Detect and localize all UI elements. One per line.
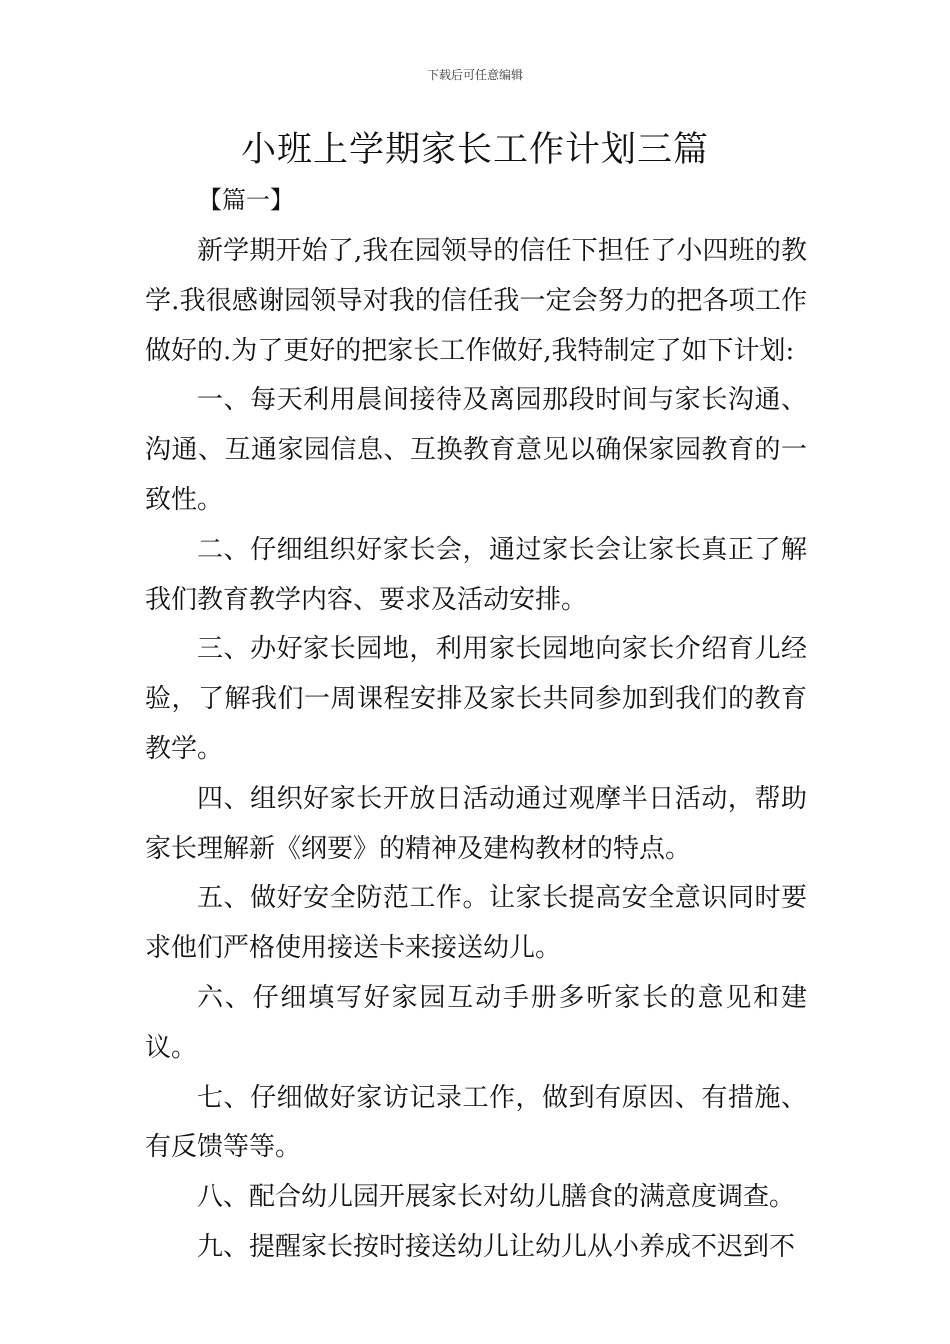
paragraph-item-7: 七、仔细做好家访记录工作，做到有原因、有措施、有反馈等等。 bbox=[145, 1082, 807, 1163]
section-label: 【篇一】 bbox=[198, 186, 294, 214]
paragraph-item-4: 四、组织好家长开放日活动通过观摩半日活动，帮助家长理解新《纲要》的精神及建构教材的特点。 bbox=[145, 783, 807, 864]
paragraph-item-3: 三、办好家长园地，利用家长园地向家长介绍育儿经验，了解我们一周课程安排及家长共同参加到我们的教育教学。 bbox=[145, 634, 807, 764]
paragraph-item-1: 一、每天利用晨间接待及离园那段时间与家长沟通、沟通、互通家园信息、互换教育意见以确保家园教育的一致性。 bbox=[145, 385, 807, 515]
paragraph-intro: 新学期开始了,我在园领导的信任下担任了小四班的教学.我很感谢园领导对我的信任我一定会努力的把各项工作做好的.为了更好的把家长工作做好,我特制定了如下计划: bbox=[145, 236, 807, 366]
paragraph-item-9: 九、提醒家长按时接送幼儿让幼儿从小养成不迟到不 bbox=[197, 1231, 796, 1262]
header-note: 下载后可任意编辑 bbox=[426, 68, 523, 82]
paragraph-item-5: 五、做好安全防范工作。让家长提高安全意识同时要求他们严格使用接送卡来接送幼儿。 bbox=[145, 883, 807, 964]
document-body bbox=[145, 227, 807, 1273]
paragraph-item-2: 二、仔细组织好家长会，通过家长会让家长真正了解我们教育教学内容、要求及活动安排。 bbox=[145, 534, 807, 615]
paragraph-item-8: 八、配合幼儿园开展家长对幼儿膳食的满意度调查。 bbox=[197, 1182, 796, 1213]
document-title: 小班上学期家长工作计划三篇 bbox=[240, 130, 709, 170]
paragraph-item-6: 六、仔细填写好家园互动手册多听家长的意见和建议。 bbox=[145, 982, 807, 1063]
